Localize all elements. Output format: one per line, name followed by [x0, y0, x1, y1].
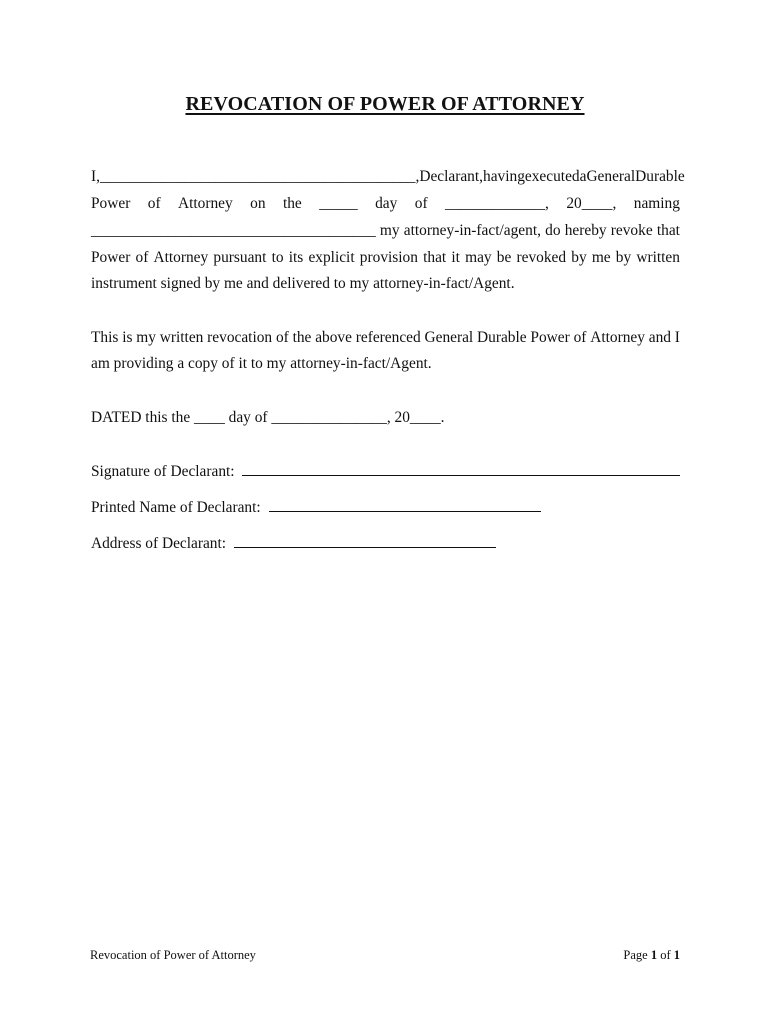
address-row — [91, 534, 680, 554]
page-total: 1 — [673, 948, 680, 962]
footer-title: Revocation of Power of Attorney — [90, 948, 256, 962]
word: of — [275, 329, 289, 346]
word: revoked — [516, 249, 567, 266]
word: revocation — [207, 329, 273, 346]
word: 20____, — [566, 195, 617, 212]
page-prefix: Page — [623, 948, 648, 962]
word: Power — [91, 249, 131, 266]
word: _____ — [319, 195, 358, 212]
printed-name-row — [91, 498, 680, 518]
paragraph1-line5: instrument signed by me and delivered to my attorney-in-fact/Agent. — [91, 275, 515, 292]
word: on — [250, 195, 266, 212]
word: be — [496, 249, 512, 266]
word: Durable — [477, 329, 527, 346]
word: me — [591, 249, 611, 266]
word: Attorney — [178, 195, 233, 212]
word: Power — [530, 329, 570, 346]
word: do — [545, 222, 561, 239]
word: naming — [633, 195, 680, 212]
word: General — [424, 329, 474, 346]
word: attorney-in-fact/agent, — [403, 222, 541, 239]
page-of: of — [660, 948, 671, 962]
word: _____________________________________ — [91, 222, 376, 239]
word: hereby — [564, 222, 607, 239]
word: that — [423, 249, 447, 266]
word: by — [571, 249, 587, 266]
signature-field[interactable] — [242, 462, 680, 476]
word: Attorney — [153, 249, 209, 266]
word: my — [379, 222, 400, 239]
word: of — [414, 195, 428, 212]
printed-name-field[interactable] — [269, 498, 541, 512]
word: by — [615, 249, 632, 266]
word: Power — [91, 195, 131, 212]
word: that — [656, 222, 680, 239]
paragraph1-line3 — [91, 221, 680, 241]
document-title: REVOCATION OF POWER OF ATTORNEY — [185, 93, 585, 115]
word: of — [147, 195, 161, 212]
signature-row — [91, 462, 680, 482]
word: written — [636, 249, 680, 266]
word: the — [292, 329, 312, 346]
paragraph2-line1 — [91, 328, 680, 348]
word: a — [579, 168, 587, 185]
word: _________________________________________, — [99, 168, 420, 185]
word: explicit — [308, 249, 355, 266]
word: written — [159, 329, 204, 346]
word: pursuant — [213, 249, 267, 266]
word: having — [483, 168, 525, 185]
printed-name-label: Printed Name of Declarant: — [91, 499, 261, 516]
word: referenced — [355, 329, 421, 346]
word: _____________, — [445, 195, 549, 212]
page-current: 1 — [650, 948, 658, 962]
word: Attorney — [590, 329, 645, 346]
word: of — [135, 249, 149, 266]
word: revoke — [610, 222, 653, 239]
word: of — [573, 329, 587, 346]
word: the — [282, 195, 302, 212]
address-label: Address of Declarant: — [91, 535, 227, 552]
word: above — [315, 329, 352, 346]
word: I, — [91, 168, 100, 185]
paragraph1-line4 — [91, 248, 680, 268]
paragraph1-line1 — [91, 167, 685, 187]
word: and — [648, 329, 671, 346]
word: I — [674, 329, 680, 346]
paragraph1-line2 — [91, 194, 680, 214]
word: day — [375, 195, 398, 212]
dated-line: DATED this the ____ day of _______________, 20____. — [91, 409, 445, 426]
paragraph2-line2: am providing a copy of it to my attorney-in-fact/Agent. — [91, 355, 432, 372]
word: executed — [524, 168, 580, 185]
word: provision — [359, 249, 418, 266]
signature-label: Signature of Declarant: — [91, 463, 235, 480]
word: its — [288, 249, 304, 266]
word: This — [91, 329, 119, 346]
word: to — [271, 249, 284, 266]
word: it — [451, 249, 460, 266]
word: Declarant, — [419, 168, 484, 185]
word: Durable — [635, 168, 685, 185]
word: my — [136, 329, 156, 346]
footer-page-number — [623, 946, 680, 964]
word: is — [122, 329, 133, 346]
word: may — [465, 249, 492, 266]
address-field[interactable] — [234, 534, 496, 548]
word: General — [586, 168, 636, 185]
